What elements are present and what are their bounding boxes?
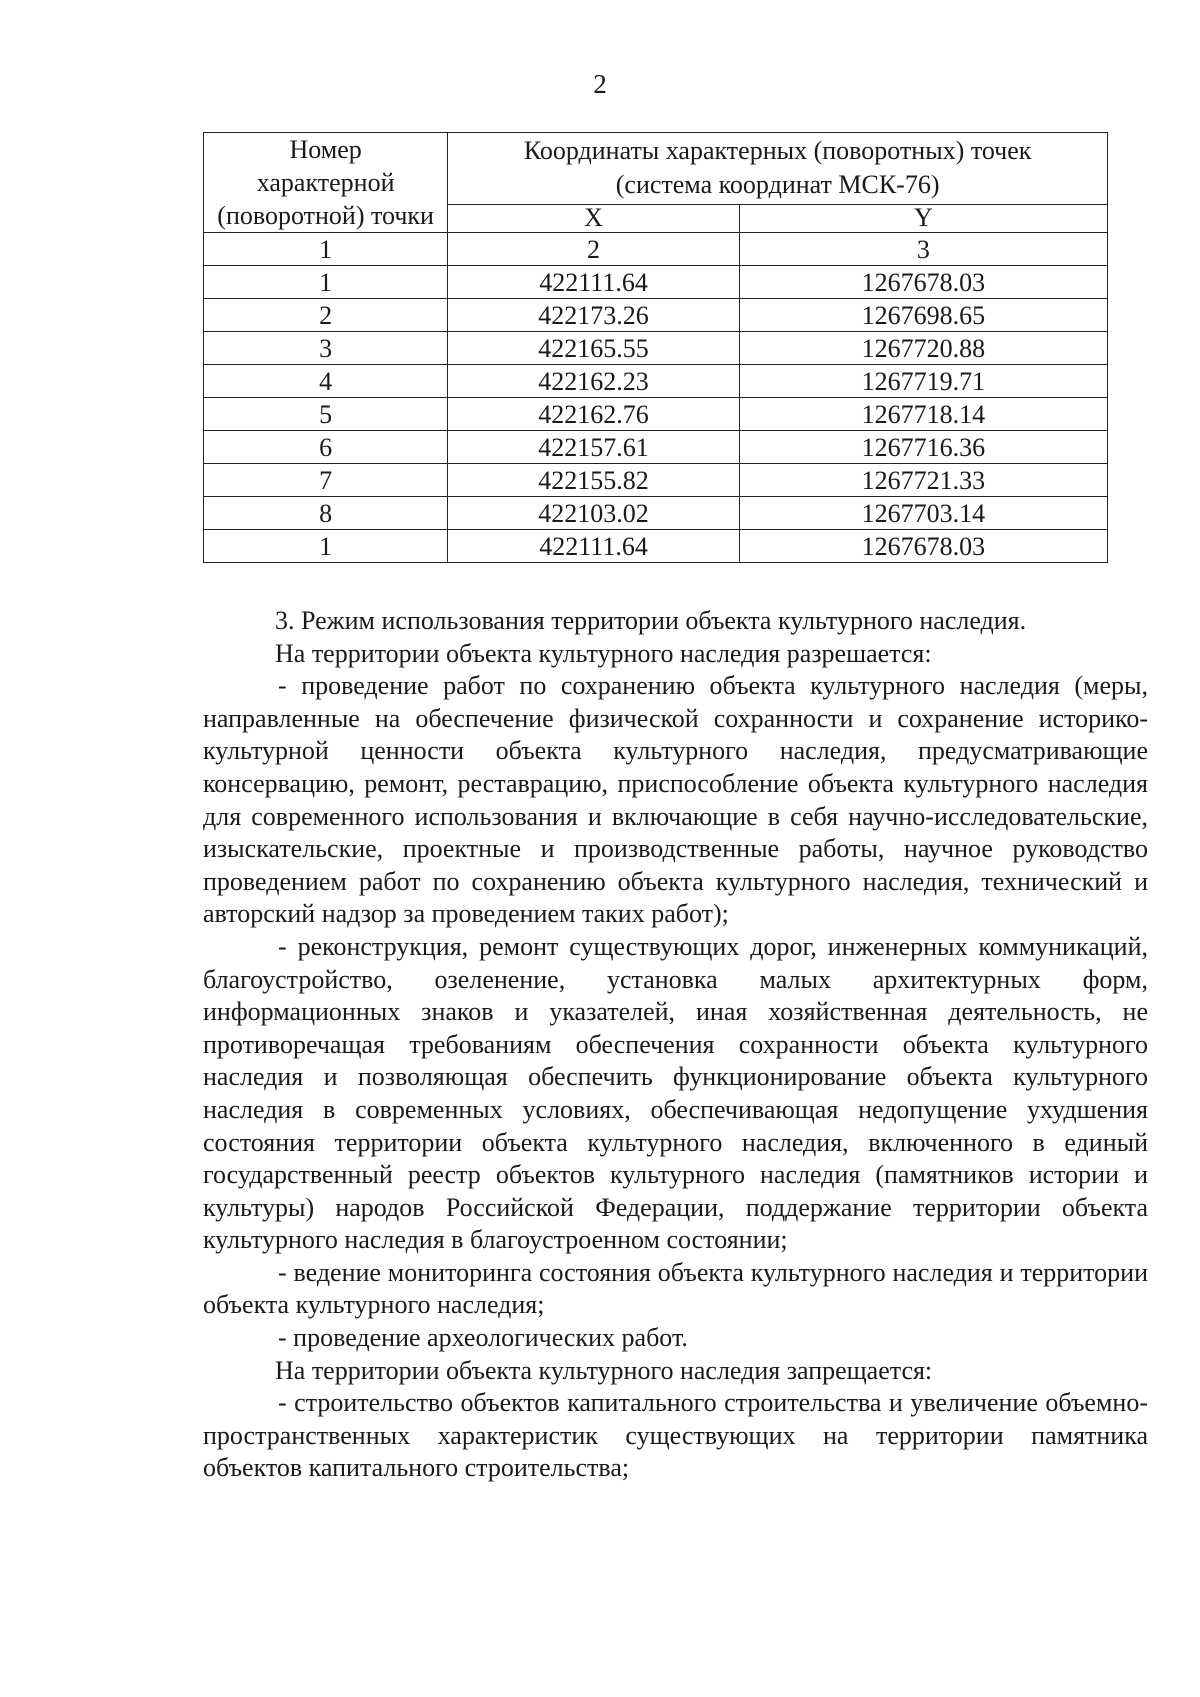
y-coordinate-cell: 1267698.65	[739, 299, 1107, 332]
y-coordinate-cell: 1267718.14	[739, 398, 1107, 431]
point-number-cell: 1	[204, 530, 448, 563]
section-heading: 3. Режим использования территории объекта культурного наследия.	[275, 606, 1027, 635]
paragraph: На территории объекта культурного наследия запрещается:	[275, 1355, 933, 1385]
header-coordinates-line: (система координат МСК-76)	[615, 170, 940, 200]
table-row	[204, 332, 1108, 365]
point-number-cell: 7	[204, 464, 448, 497]
table-row	[204, 497, 1108, 530]
index-cell: 2	[448, 233, 740, 266]
coordinates-table	[203, 132, 1108, 563]
y-coordinate-cell: 1267678.03	[739, 266, 1107, 299]
x-coordinate-cell: 422111.64	[448, 530, 740, 563]
table-row	[204, 266, 1108, 299]
y-coordinate-cell: 1267719.71	[739, 365, 1107, 398]
table-row	[204, 431, 1108, 464]
point-number-cell: 1	[204, 266, 448, 299]
table-row	[204, 398, 1108, 431]
x-coordinate-cell: 422111.64	[448, 266, 740, 299]
x-coordinate-cell: 422165.55	[448, 332, 740, 365]
x-coordinate-cell: 422103.02	[448, 497, 740, 530]
header-point-number-line: Номер	[289, 135, 362, 164]
page-number: 2	[593, 69, 607, 99]
table-row	[204, 299, 1108, 332]
header-coordinates-line: Координаты характерных (поворотных) точек	[523, 136, 1032, 166]
x-coordinate-cell: 422155.82	[448, 464, 740, 497]
y-coordinate-cell: 1267720.88	[739, 332, 1107, 365]
header-x: X	[448, 204, 740, 232]
y-coordinate-cell: 1267678.03	[739, 530, 1107, 563]
table-index-row	[204, 233, 1108, 266]
y-coordinate-cell: 1267716.36	[739, 431, 1107, 464]
x-coordinate-cell: 422173.26	[448, 299, 740, 332]
list-item: - строительство объектов капитального строительства и увеличение объемно-пространственных характеристик существующих на территории памятника объектов капитального строительства;	[203, 1388, 1148, 1483]
header-point-number-line: характерной	[256, 168, 395, 197]
list-item: - ведение мониторинга состояния объекта культурного наследия и территории объекта культурного наследия;	[203, 1257, 1148, 1320]
point-number-cell: 6	[204, 431, 448, 464]
list-item: - проведение археологических работ.	[278, 1323, 688, 1353]
table-row	[204, 464, 1108, 497]
list-item: - проведение работ по сохранению объекта культурного наследия (меры, направленные на обеспечение физической сохранности и сохранение историко-культурной ценности объекта культурного наследия, предусматривающие консервацию, ремонт, реставрацию, приспособление объекта культурного наследия для современного использования и включающие в себя научно-исследовательские, изыскательские, проектные и производственные работы, научное руководство проведением работ по сохранению объекта культурного наследия, технический и авторский надзор за проведением таких работ);	[203, 671, 1148, 929]
table-header-row	[204, 133, 1108, 205]
point-number-cell: 4	[204, 365, 448, 398]
list-item: - реконструкция, ремонт существующих дорог, инженерных коммуникаций, благоустройство, озеленение, установка малых архитектурных форм, информационных знаков и указателей, иная хозяйственная деятельность, не противоречащая требованиям обеспечения сохранности объекта культурного наследия и позволяющая обеспечить функционирование объекта культурного наследия в современных условиях, обеспечивающая недопущение ухудшения состояния территории объекта культурного наследия, включенного в единый государственный реестр объектов культурного наследия (памятников истории и культуры) народов Российской Федерации, поддержание территории объекта культурного наследия в благоустроенном состоянии;	[203, 931, 1148, 1255]
y-coordinate-cell: 1267721.33	[739, 464, 1107, 497]
x-coordinate-cell: 422162.76	[448, 398, 740, 431]
header-point-number	[204, 133, 448, 233]
y-coordinate-cell: 1267703.14	[739, 497, 1107, 530]
paragraph: На территории объекта культурного наследия разрешается:	[275, 638, 932, 668]
index-cell: 1	[204, 233, 448, 266]
x-coordinate-cell: 422162.23	[448, 365, 740, 398]
point-number-cell: 2	[204, 299, 448, 332]
x-coordinate-cell: 422157.61	[448, 431, 740, 464]
header-point-number-line: (поворотной) точки	[217, 201, 434, 230]
table-row	[204, 530, 1108, 563]
point-number-cell: 3	[204, 332, 448, 365]
index-cell: 3	[739, 233, 1107, 266]
header-coordinates	[448, 133, 1108, 205]
header-y: Y	[739, 204, 1107, 232]
point-number-cell: 5	[204, 398, 448, 431]
table-row	[204, 365, 1108, 398]
document-body	[203, 605, 1148, 1485]
point-number-cell: 8	[204, 497, 448, 530]
